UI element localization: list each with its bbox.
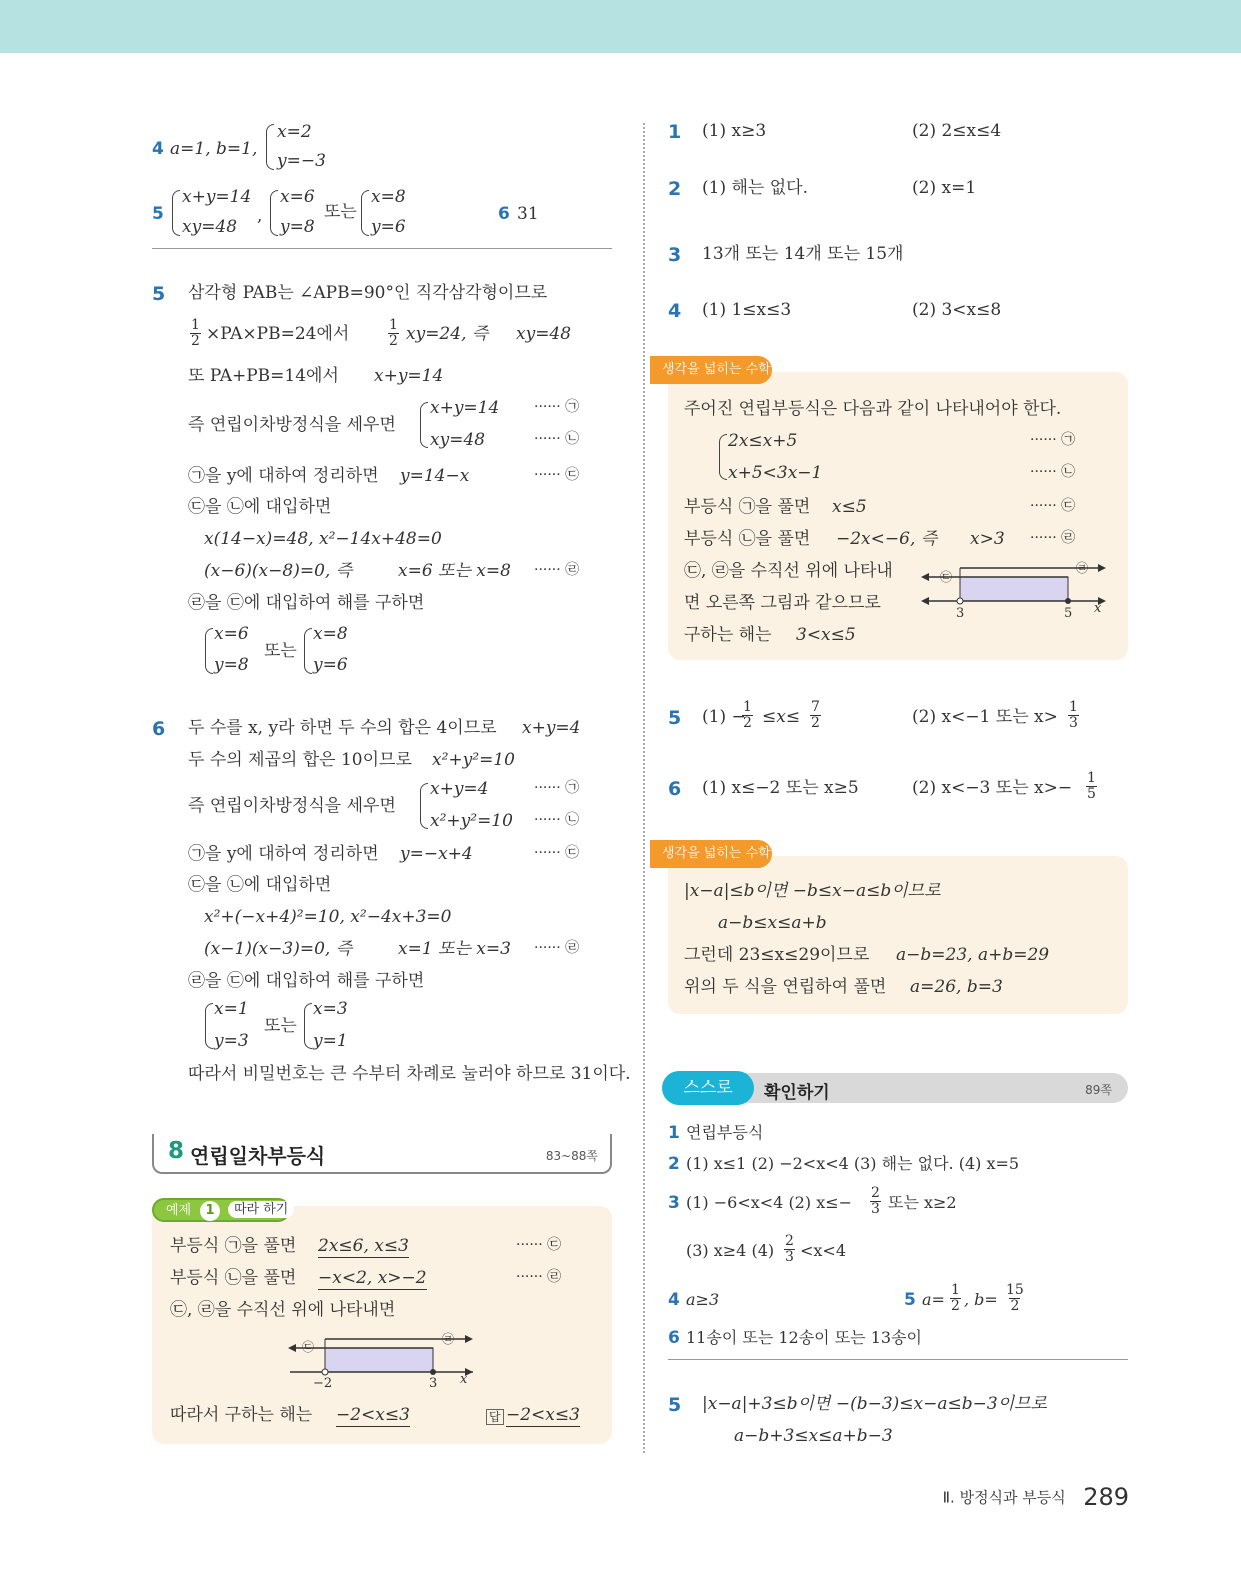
answer-text: (3) x≥4 (4) [686,1241,775,1260]
item-number: 4 [668,1290,680,1310]
eq: x=3 [313,999,348,1019]
answer-number: 1 [668,121,682,143]
item-number: 5 [904,1290,916,1310]
line: 주어진 연립부등식은 다음과 같이 나타내어야 한다. [684,399,1062,419]
item-number: 6 [668,1328,680,1348]
eq: x²+y²=10 [430,811,513,831]
item-number: 6 [498,204,510,224]
marker: ······ ㉣ [534,940,580,956]
self-title: 확인하기 [764,1083,830,1103]
line: 그런데 23≤x≤29이므로 [684,945,870,965]
problem-number: 5 [152,283,166,305]
line: 삼각형 PAB는 ∠APB=90°인 직각삼각형이므로 [188,283,548,303]
axis-label: x [1094,601,1102,616]
section-header [152,1134,612,1174]
brace [420,402,428,448]
label-c: ㉢ [940,570,953,584]
brace [266,124,274,170]
answer-text: (2) x<−1 또는 x> [912,707,1058,727]
eq: y=6 [313,655,348,675]
eq: x+y=4 [430,779,489,799]
line: 위의 두 식을 연립하여 풀면 [684,977,887,997]
line: (x−1)(x−3)=0, 즉 [204,939,353,959]
item-number: 5 [152,204,164,224]
section-pages: 83~88쪽 [545,1149,598,1163]
section-number: 8 [168,1138,185,1164]
answer-text: (1) 해는 없다. [702,178,808,198]
self-pill: 스스로 [662,1071,754,1105]
line: ㉢, ㉣을 수직선 위에 나타내 [684,561,893,581]
or-text: 또는 [324,202,357,222]
brace [270,190,278,236]
brace [172,190,180,236]
line: x+y=14 [374,366,444,386]
answer-number: 2 [668,178,682,200]
line: ㉢, ㉣을 수직선 위에 나타내면 [170,1300,396,1320]
brace [420,783,428,829]
line: y=14−x [400,466,470,486]
line: a−b+3≤x≤a+b−3 [734,1426,893,1446]
label-c: ㉢ [302,1340,315,1354]
blank-answer: 2x≤6, x≤3 [318,1236,409,1256]
header-band [0,0,1241,53]
answer-text: (1) x≥3 [702,121,767,141]
line: 3<x≤5 [796,625,856,645]
label-d: ㉣ [1076,561,1089,575]
or-text: 또는 [264,1016,297,1036]
line: ㉣을 ㉢에 대입하여 해를 구하면 [188,593,425,613]
line: ㉠을 y에 대하여 정리하면 [188,466,379,486]
label-d: ㉣ [442,1332,455,1346]
answer-text: a= [922,1290,945,1309]
answer-text: , b= [964,1290,998,1309]
eq: x=6 [280,187,315,207]
answer-text: (1) −6<x<4 (2) x≤− [686,1193,853,1212]
eq: x+y=14 [182,187,252,207]
line: 구하는 해는 [684,625,772,645]
brace [719,434,727,480]
answer-number: 5 [668,1394,682,1416]
answer-number: 4 [668,300,682,322]
item-number: 4 [152,139,164,159]
marker: ······ ㉡ [534,812,580,828]
marker: ······ ㉢ [534,467,580,483]
fraction: $\frac{1}{2}$ [389,317,398,349]
line: a−b=23, a+b=29 [896,945,1050,965]
answer-text: <x<4 [800,1241,847,1260]
footer-chapter: Ⅱ. 방정식과 부등식 [942,1488,1066,1507]
answer-text: a=1, b=1, [170,139,258,159]
line: 두 수를 x, y라 하면 두 수의 합은 4이므로 [188,718,497,738]
separator [152,248,612,249]
fraction: $\frac{1}{2}$ [743,699,752,731]
marker: ······ ㉠ [1030,432,1076,448]
page-number: 289 [1083,1483,1129,1511]
marker: ······ ㉢ [1030,498,1076,514]
answer-text: ≤x≤ [762,707,801,727]
marker: ······ ㉣ [534,562,580,578]
self-check-header [668,1073,1128,1103]
brace [205,1003,213,1049]
answer-text: (2) 2≤x≤4 [912,121,1002,141]
eq: y=8 [214,655,249,675]
fraction: $\frac{1}{2}$ [951,1282,960,1314]
answer-text: 연립부등식 [686,1123,764,1142]
tick-label: −2 [313,1376,333,1391]
eq: x+y=14 [430,398,500,418]
self-page: 89쪽 [1085,1083,1112,1097]
marker: ······ ㉡ [1030,464,1076,480]
problem-number: 6 [152,718,166,740]
fraction: $\frac{1}{5}$ [1087,770,1096,802]
eq: xy=48 [182,217,238,237]
eq: x=8 [371,187,406,207]
eq: y=6 [371,217,406,237]
line: 면 오른쪽 그림과 같으므로 [684,593,881,613]
fraction: $\frac{7}{2}$ [811,699,820,731]
marker: ······ ㉢ [534,845,580,861]
line: ㉠을 y에 대하여 정리하면 [188,844,379,864]
line: x=1 또는 x=3 [398,939,511,959]
answer-text: (2) x=1 [912,178,977,198]
answer-text: (1) x≤−2 또는 x≥5 [702,778,859,798]
fraction: $\frac{1}{3}$ [1069,699,1078,731]
brace [304,628,312,674]
marker: ······ ㉠ [534,399,580,415]
example-label: 예제 1 따라 하기 [152,1198,290,1222]
line: ㉣을 ㉢에 대입하여 해를 구하면 [188,971,425,991]
answer-text: (2) x<−3 또는 x>− [912,778,1073,798]
fraction: $\frac{2}{3}$ [871,1185,880,1217]
line: 부등식 ㉡을 풀면 [170,1268,297,1288]
line: ㉢을 ㉡에 대입하면 [188,497,332,517]
fraction: $\frac{2}{3}$ [785,1233,794,1265]
eq: x=2 [277,122,312,142]
marker: ······ ㉢ [516,1237,562,1253]
tick-label: 3 [956,606,965,621]
brace [304,1003,312,1049]
answer-text: (1) − [702,707,746,727]
column-divider [643,123,645,1453]
think-tag: 생각을 넓히는 수학 [650,840,772,868]
separator [668,1359,1128,1360]
answer-text: (1) x≤1 (2) −2<x<4 (3) 해는 없다. (4) x=5 [686,1154,1020,1173]
brace [205,628,213,674]
line: x²+y²=10 [432,750,515,770]
line: xy=24, 즉 [406,324,489,344]
eq: y=−3 [277,151,326,171]
eq: x=6 [214,624,249,644]
line: 또 PA+PB=14에서 [188,366,339,386]
blank-answer: −2<x≤3 [336,1405,410,1425]
line: |x−a|+3≤b이면 −(b−3)≤x−a≤b−3이므로 [702,1394,1047,1414]
line: 따라서 비밀번호는 큰 수부터 차례로 눌러야 하므로 31이다. [188,1064,631,1084]
answer-text: (1) 1≤x≤3 [702,300,792,320]
brace [361,190,369,236]
line: −2x<−6, 즉 [836,529,938,549]
section-title: 연립일차부등식 [190,1144,326,1168]
line: 부등식 ㉡을 풀면 [684,529,811,549]
line: xy=48 [516,324,572,344]
item-number: 2 [668,1154,680,1174]
marker: ······ ㉣ [516,1269,562,1285]
think-tag: 생각을 넓히는 수학 [650,356,772,384]
line: x>3 [970,529,1005,549]
answer-text: 또는 x≥2 [888,1193,957,1212]
eq: x=8 [313,624,348,644]
answer-number: 6 [668,778,682,800]
marker: ······ ㉣ [1030,530,1076,546]
tick-label: 3 [429,1376,438,1391]
line: x²+(−x+4)²=10, x²−4x+3=0 [204,907,452,927]
line: x(14−x)=48, x²−14x+48=0 [204,529,442,549]
line: a=26, b=3 [910,977,1003,997]
line: x+y=4 [522,718,581,738]
answer-text: 31 [517,204,539,224]
eq: y=3 [214,1031,249,1051]
line: 즉 연립이차방정식을 세우면 [188,415,396,435]
answer-text: 13개 또는 14개 또는 15개 [702,244,904,264]
blank-answer: −x<2, x>−2 [318,1268,427,1288]
eq: x+5<3x−1 [728,463,823,483]
line: 따라서 구하는 해는 [170,1405,313,1425]
item-number: 3 [668,1193,680,1213]
line: ㉢을 ㉡에 대입하면 [188,875,332,895]
eq: xy=48 [430,430,486,450]
fraction: $\frac{1}{2}$ [191,317,200,349]
blank-answer: −2<x≤3 [506,1405,580,1425]
line: (x−6)(x−8)=0, 즉 [204,561,353,581]
item-number: 1 [668,1123,680,1143]
line: 즉 연립이차방정식을 세우면 [188,796,396,816]
line: x=6 또는 x=8 [398,561,511,581]
line: x≤5 [832,497,867,517]
line: a−b≤x≤a+b [718,913,827,933]
eq: 2x≤x+5 [728,431,798,451]
marker: ······ ㉠ [534,780,580,796]
answer-text: a≥3 [686,1290,720,1309]
eq: x=1 [214,999,249,1019]
eq: y=1 [313,1031,348,1051]
axis-label: x [460,1372,468,1387]
line: 부등식 ㉠을 풀면 [170,1236,297,1256]
line: |x−a|≤b이면 −b≤x−a≤b이므로 [684,881,941,901]
answer-mark: 답 [486,1409,504,1425]
fraction: $\frac{15}{2}$ [1006,1282,1024,1314]
answer-text: 11송이 또는 12송이 또는 13송이 [686,1328,922,1347]
tick-label: 5 [1064,606,1073,621]
line: 부등식 ㉠을 풀면 [684,497,811,517]
comma: , [257,206,263,226]
answer-number: 3 [668,244,682,266]
line: ×PA×PB=24에서 [206,324,350,344]
eq: y=8 [280,217,315,237]
marker: ······ ㉡ [534,431,580,447]
answer-number: 5 [668,707,682,729]
line: 두 수의 제곱의 합은 10이므로 [188,750,412,770]
page-footer [943,1483,1129,1511]
line: y=−x+4 [400,844,473,864]
or-text: 또는 [264,641,297,661]
answer-text: (2) 3<x≤8 [912,300,1002,320]
